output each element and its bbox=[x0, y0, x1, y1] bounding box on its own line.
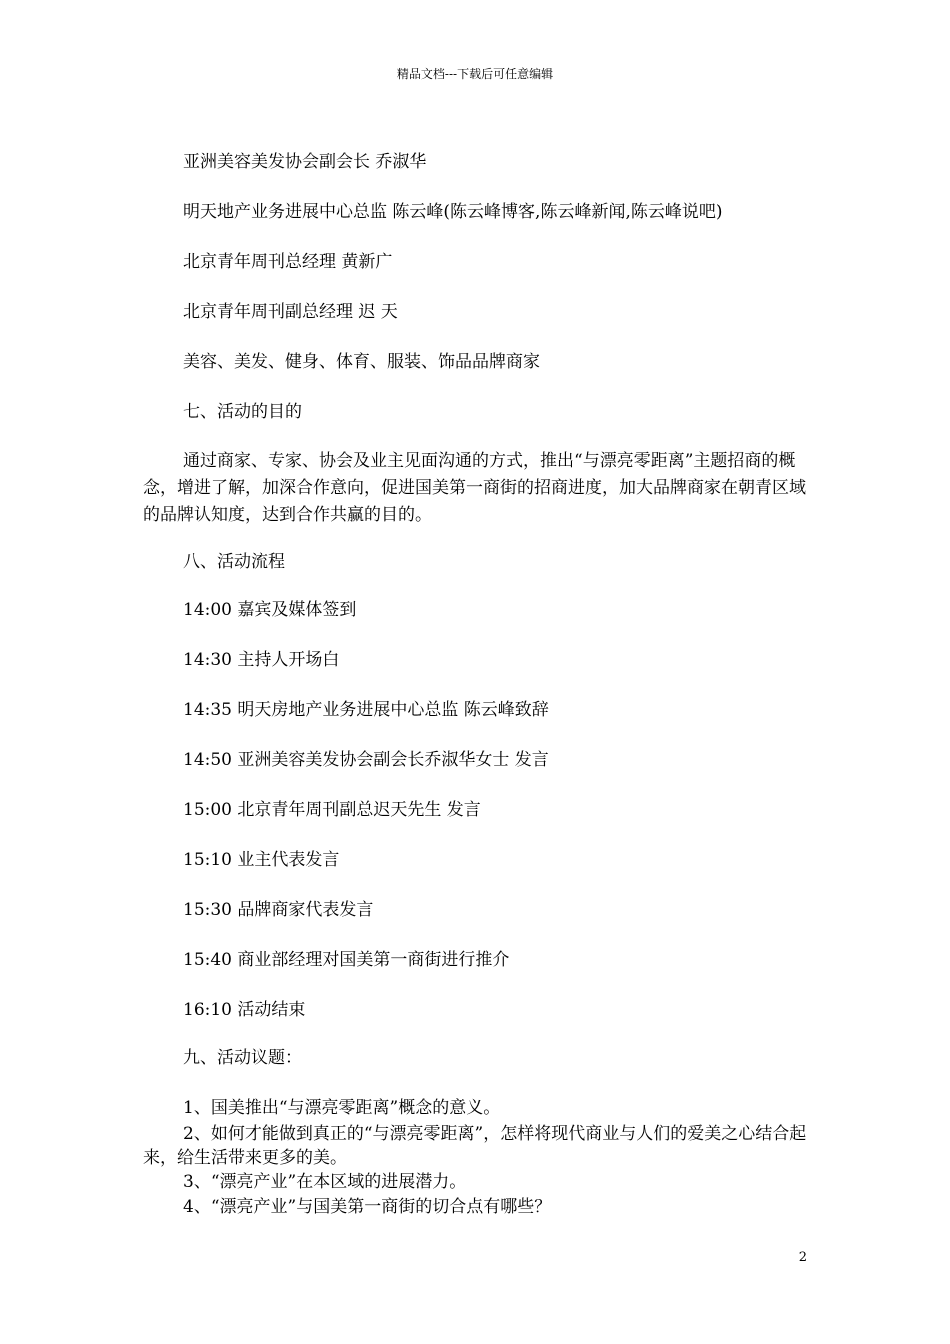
topic-item-1: 1、国美推出“与漂亮零距离”概念的意义。 bbox=[183, 1098, 501, 1118]
topic-item-3: 3、“漂亮产业”在本区域的进展潜力。 bbox=[183, 1172, 467, 1192]
guest-line-3: 北京青年周刊总经理 黄新广 bbox=[183, 252, 393, 272]
section-heading-nine: 九、活动议题： bbox=[183, 1048, 302, 1068]
schedule-item-2: 14:30 主持人开场白 bbox=[183, 650, 340, 670]
topic-item-2: 2、如何才能做到真正的“与漂亮零距离”，怎样将现代商业与人们的爱美之心结合起来，给生活带来更多的美。 bbox=[143, 1124, 807, 1168]
section-heading-eight: 八、活动流程 bbox=[183, 552, 285, 572]
page-number: 2 bbox=[798, 1250, 807, 1265]
guest-line-2: 明天地产业务进展中心总监 陈云峰(陈云峰博客,陈云峰新闻,陈云峰说吧) bbox=[183, 202, 723, 222]
topic-item-4: 4、“漂亮产业”与国美第一商街的切合点有哪些？ bbox=[183, 1197, 552, 1217]
purpose-paragraph: 通过商家、专家、协会及业主见面沟通的方式，推出“与漂亮零距离”主题招商的概念，增进了解，加深合作意向，促进国美第一商街的招商进度，加大品牌商家在朝青区域的品牌认知度，达到合作共赢的目的。 bbox=[143, 451, 806, 525]
schedule-item-5: 15:00 北京青年周刊副总迟天先生 发言 bbox=[183, 800, 481, 820]
schedule-item-6: 15:10 业主代表发言 bbox=[183, 850, 340, 870]
schedule-item-7: 15:30 品牌商家代表发言 bbox=[183, 900, 374, 920]
schedule-item-9: 16:10 活动结束 bbox=[183, 1000, 306, 1020]
schedule-item-8: 15:40 商业部经理对国美第一商街进行推介 bbox=[183, 950, 510, 970]
guest-line-5: 美容、美发、健身、体育、服装、饰品品牌商家 bbox=[183, 352, 540, 372]
section-heading-seven: 七、活动的目的 bbox=[183, 402, 302, 422]
guest-line-1: 亚洲美容美发协会副会长 乔淑华 bbox=[183, 152, 427, 172]
guest-line-4: 北京青年周刊副总经理 迟 天 bbox=[183, 302, 398, 322]
schedule-item-1: 14:00 嘉宾及媒体签到 bbox=[183, 600, 357, 620]
schedule-item-4: 14:50 亚洲美容美发协会副会长乔淑华女士 发言 bbox=[183, 750, 549, 770]
schedule-item-3: 14:35 明天房地产业务进展中心总监 陈云峰致辞 bbox=[183, 700, 549, 720]
page-header: 精品文档---下载后可任意编辑 bbox=[396, 67, 554, 81]
